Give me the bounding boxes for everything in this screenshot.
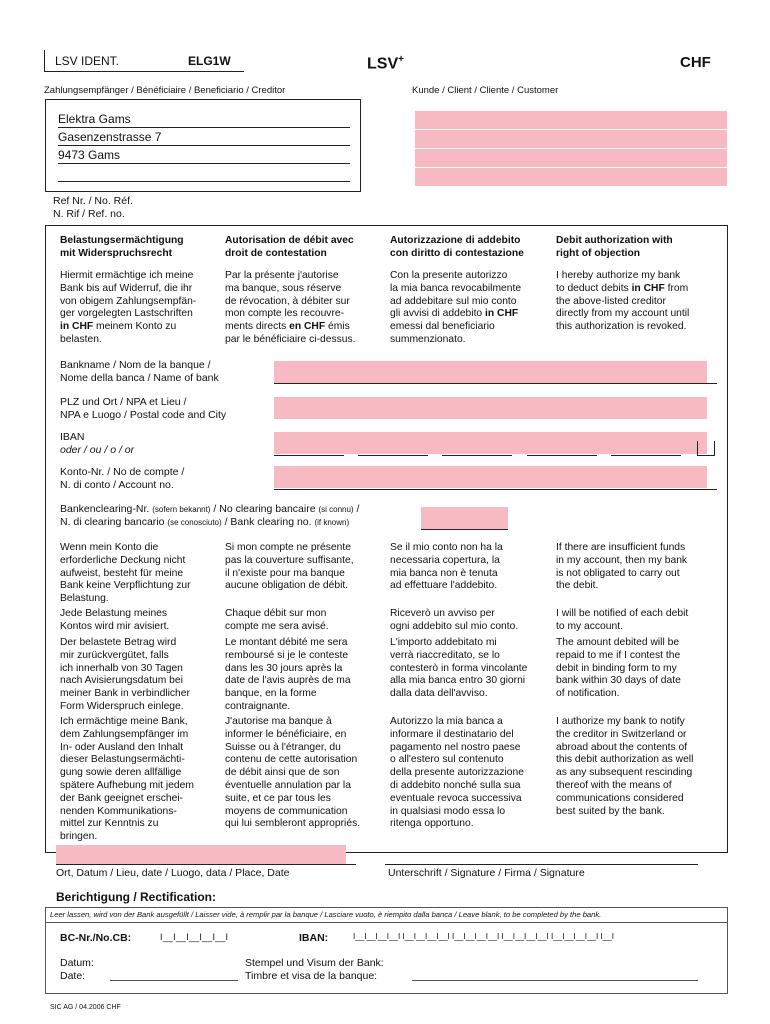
creditor-line-4 bbox=[58, 166, 350, 182]
iban-input[interactable] bbox=[274, 432, 707, 454]
stamp-line[interactable] bbox=[412, 980, 698, 981]
clearing-1d: (si connu) bbox=[318, 505, 354, 514]
clearing-1c: / No clearing bancaire bbox=[213, 503, 316, 515]
auth-col-de bbox=[60, 234, 220, 347]
auth-title-fr: Autorisation de débit avec droit de contestation bbox=[225, 235, 354, 259]
terms-3-de bbox=[60, 637, 225, 714]
clearing-2a: N. di clearing bancario bbox=[60, 516, 165, 528]
terms-4-en-text: I authorize my bank to notify the creditor in Switzerland or abroad about the contents of this debit authorization as well as any subsequent rescinding thereof with the means of communications considered best suited by the bank. bbox=[556, 716, 694, 817]
creditor-line-text-3: 9473 Gams bbox=[58, 148, 121, 162]
lsv-ident-value: ELG1W bbox=[188, 54, 231, 68]
clearing-2c: / Bank clearing no. bbox=[224, 516, 312, 528]
currency-emphasis: in CHF bbox=[60, 321, 94, 333]
place-date-underline bbox=[56, 864, 356, 865]
place-label-1: PLZ und Ort / NPA et Lieu / bbox=[60, 396, 187, 408]
currency-emphasis: in CHF bbox=[631, 282, 665, 294]
bank-name-label-2: Nome della banca / Name of bank bbox=[60, 372, 219, 384]
customer-field-2[interactable] bbox=[415, 130, 727, 148]
clearing-1a: Bankenclearing-Nr. bbox=[60, 503, 150, 515]
terms-2-de-text: Jede Belastung meines Kontos wird mir avisiert. bbox=[60, 608, 170, 632]
terms-4-fr-text: J'autorise ma banque à informer le bénéficiaire, en Suisse ou à l'étranger, du contenu de cette autorisation de débit ainsi que de son éventuelle annulation par la suite, et ce par tous les moyens de communication qui lui sembleront appropriés. bbox=[225, 716, 361, 830]
place-label-2: NPA e Luogo / Postal code and City bbox=[60, 409, 227, 421]
creditor-line-2 bbox=[58, 130, 350, 146]
terms-3-en bbox=[556, 637, 726, 701]
bank-name-underline bbox=[274, 383, 717, 384]
iban-segment-1 bbox=[274, 455, 344, 456]
account-label-2: N. di conto / Account no. bbox=[60, 479, 174, 491]
iban-segment-4 bbox=[527, 455, 597, 456]
bank-name-label-1: Bankname / Nom de la banque / bbox=[60, 359, 211, 371]
auth-text-it: Con la presente autorizzo la mia banca revocabilmente ad addebitare sul mio conto gli avvisi di addebito in CHF emessi dal beneficiario summenzionato. bbox=[390, 270, 522, 345]
account-underline bbox=[274, 489, 717, 490]
iban-segment-6 bbox=[697, 441, 715, 456]
auth-text-de: Hiermit ermächtige ich meine Bank bis auf Widerruf, die ihr von obigem Zahlungsempfän- ger vorgelegten Lastschriften in CHF meinem Konto zu belasten. bbox=[60, 270, 197, 345]
terms-3-it bbox=[390, 637, 555, 701]
auth-col-en bbox=[556, 234, 721, 334]
auth-title-de: Belastungsermächtigung mit Widerspruchsrecht bbox=[60, 235, 184, 259]
bc-label: BC-Nr./No.CB: bbox=[60, 932, 132, 944]
iban-segment-2 bbox=[358, 455, 428, 456]
iban-label-1: IBAN bbox=[60, 431, 85, 443]
terms-4-en bbox=[556, 716, 726, 818]
terms-1-de bbox=[60, 542, 225, 606]
clearing-1e: / bbox=[356, 503, 360, 515]
terms-4-it-text: Autorizzo la mia banca a informare il destinatario del pagamento nel nostro paese o all'estero sul contenuto della presente autorizzazione di addebito nonché sulla sua eventuale revoca successiva in qualsiasi modo essa lo ritenga opportuno. bbox=[390, 716, 524, 830]
clearing-1b: (sofern bekannt) bbox=[152, 505, 211, 514]
rectification-note: Leer lassen, wird von der Bank ausgefüllt / Laisser vide, à remplir par la banque / Lasciare vuoto, è riempito dalla banca / Leave blank, to be completed by the bank. bbox=[50, 910, 602, 919]
terms-3-fr bbox=[225, 637, 385, 714]
terms-1-it-text: Se il mio conto non ha la necessaria copertura, la mia banca non è tenuta ad effettuare l'addebito. bbox=[390, 542, 503, 592]
terms-1-en bbox=[556, 542, 726, 593]
clearing-2d: (if known) bbox=[314, 518, 350, 527]
currency-emphasis: en CHF bbox=[289, 321, 326, 333]
customer-label: Kunde / Client / Cliente / Customer bbox=[412, 85, 559, 96]
bank-name-input[interactable] bbox=[274, 361, 707, 383]
date-line[interactable] bbox=[110, 980, 238, 981]
creditor-line-3 bbox=[58, 148, 350, 164]
auth-col-it bbox=[390, 234, 555, 347]
terms-3-fr-text: Le montant débité me sera remboursé si je le conteste dans les 30 jours après la date de l'avis auprès de ma banque, en la forme contraignante. bbox=[225, 637, 351, 712]
customer-field-4[interactable] bbox=[415, 168, 727, 186]
terms-4-it bbox=[390, 716, 555, 831]
clearing-label-2 bbox=[60, 516, 349, 528]
iban-rect-boxes[interactable]: I__I__I__I__I I__I__I__I__I I__I__I__I__I I__I__I__I__I I__I__I__I__I I__I bbox=[353, 932, 615, 941]
place-date-label: Ort, Datum / Lieu, date / Luogo, data / Place, Date bbox=[56, 867, 290, 879]
signature-label: Unterschrift / Signature / Firma / Signature bbox=[388, 867, 585, 879]
account-input[interactable] bbox=[274, 466, 707, 488]
clearing-input[interactable] bbox=[421, 507, 508, 530]
terms-2-it-text: Riceverò un avviso per ogni addebito sul mio conto. bbox=[390, 608, 519, 632]
terms-2-en-text: I will be notified of each debit to my account. bbox=[556, 608, 689, 632]
currency-emphasis: in CHF bbox=[485, 308, 519, 320]
place-input[interactable] bbox=[274, 397, 707, 419]
account-label-1: Konto-Nr. / No de compte / bbox=[60, 466, 185, 478]
terms-3-it-text: L'importo addebitato mi verrà riaccreditato, se lo contesterò in forma vincolante alla mia banca entro 30 giorni dalla data dell'avviso. bbox=[390, 637, 528, 700]
ref-line-1: Ref Nr. / No. Réf. bbox=[53, 195, 133, 207]
terms-3-en-text: The amount debited will be repaid to me if I contest the debit in binding form to my bank within 30 days of date of notification. bbox=[556, 637, 681, 700]
auth-text-en: I hereby authorize my bank to deduct debits in CHF from the above-listed creditor directly from my account until this authorization is revoked. bbox=[556, 270, 690, 333]
rectification-note-divider bbox=[45, 922, 728, 923]
auth-text-fr: Par la présente j'autorise ma banque, sous réserve de révocation, à débiter sur mon compte les recouvre- ments directs en CHF émis par le bénéficiaire ci-dessus. bbox=[225, 270, 356, 345]
customer-field-3[interactable] bbox=[415, 149, 727, 167]
clearing-label-1 bbox=[60, 503, 359, 515]
terms-2-en bbox=[556, 608, 726, 634]
signature-line[interactable] bbox=[385, 864, 698, 865]
terms-4-de bbox=[60, 716, 225, 844]
lsv-title bbox=[367, 54, 404, 73]
customer-field-1[interactable] bbox=[415, 111, 727, 129]
terms-2-fr bbox=[225, 608, 385, 634]
auth-title-it: Autorizzazione di addebito con diritto di contestazione bbox=[390, 235, 524, 259]
footer: SIC AG / 04.2006 CHF bbox=[50, 1004, 121, 1011]
terms-3-de-text: Der belastete Betrag wird mir zurückvergütet, falls ich innerhalb von 30 Tagen nach Avisierungsdatum bei meiner Bank in verbindlicher Form Widerspruch einlege. bbox=[60, 637, 190, 712]
stamp-label-1: Stempel und Visum der Bank: bbox=[245, 957, 384, 969]
iban-rect-label: IBAN: bbox=[299, 932, 329, 944]
date-label-2: Date: bbox=[60, 970, 86, 982]
date-label-1: Datum: bbox=[60, 957, 94, 969]
iban-label-2: oder / ou / o / or bbox=[60, 444, 135, 456]
terms-2-it bbox=[390, 608, 555, 634]
terms-2-de bbox=[60, 608, 225, 634]
terms-4-fr bbox=[225, 716, 385, 831]
terms-2-fr-text: Chaque débit sur mon compte me sera avisé. bbox=[225, 608, 329, 632]
creditor-line-1 bbox=[58, 112, 350, 128]
creditor-label: Zahlungsempfänger / Bénéficiaire / Beneficiario / Creditor bbox=[44, 85, 286, 96]
auth-title-en: Debit authorization with right of objection bbox=[556, 235, 673, 259]
creditor-line-text-2: Gasenzenstrasse 7 bbox=[58, 130, 162, 144]
terms-1-de-text: Wenn mein Konto die erforderliche Deckung nicht aufweist, besteht für meine Bank keine Verpflichtung zur Belastung. bbox=[60, 542, 191, 605]
clearing-2b: (se conosciuto) bbox=[167, 518, 222, 527]
ref-line-2: N. Rif / Ref. no. bbox=[53, 208, 125, 220]
terms-1-it bbox=[390, 542, 555, 593]
place-date-input[interactable] bbox=[56, 845, 346, 865]
currency: CHF bbox=[680, 54, 711, 71]
creditor-line-text-1: Elektra Gams bbox=[58, 112, 131, 126]
lsv-title-text: LSV bbox=[367, 55, 399, 73]
iban-segment-3 bbox=[442, 455, 512, 456]
stamp-label-2: Timbre et visa de la banque: bbox=[245, 970, 378, 982]
lsv-title-sup: + bbox=[398, 54, 404, 65]
iban-segment-5 bbox=[611, 455, 681, 456]
terms-1-fr-text: Si mon compte ne présente pas la couverture suffisante, il n'existe pour ma banque aucune obligation de débit. bbox=[225, 542, 354, 592]
lsv-ident-label: LSV IDENT. bbox=[55, 54, 120, 68]
auth-col-fr bbox=[225, 234, 385, 347]
terms-1-en-text: If there are insufficient funds in my account, then my bank is not obligated to carry out the debit. bbox=[556, 542, 688, 592]
bc-boxes[interactable]: I__I__I__I__I__I bbox=[160, 932, 229, 942]
terms-4-de-text: Ich ermächtige meine Bank, dem Zahlungsempfänger im In- oder Ausland den Inhalt dieser Belastungsermächti- gung sowie deren allfällige spätere Aufhebung mit jedem der Bank geeignet erschei- nenden Kommunikations- mittel zur Kenntnis zu bringen. bbox=[60, 716, 194, 843]
rectification-title: Berichtigung / Rectification: bbox=[56, 890, 217, 904]
terms-1-fr bbox=[225, 542, 385, 593]
